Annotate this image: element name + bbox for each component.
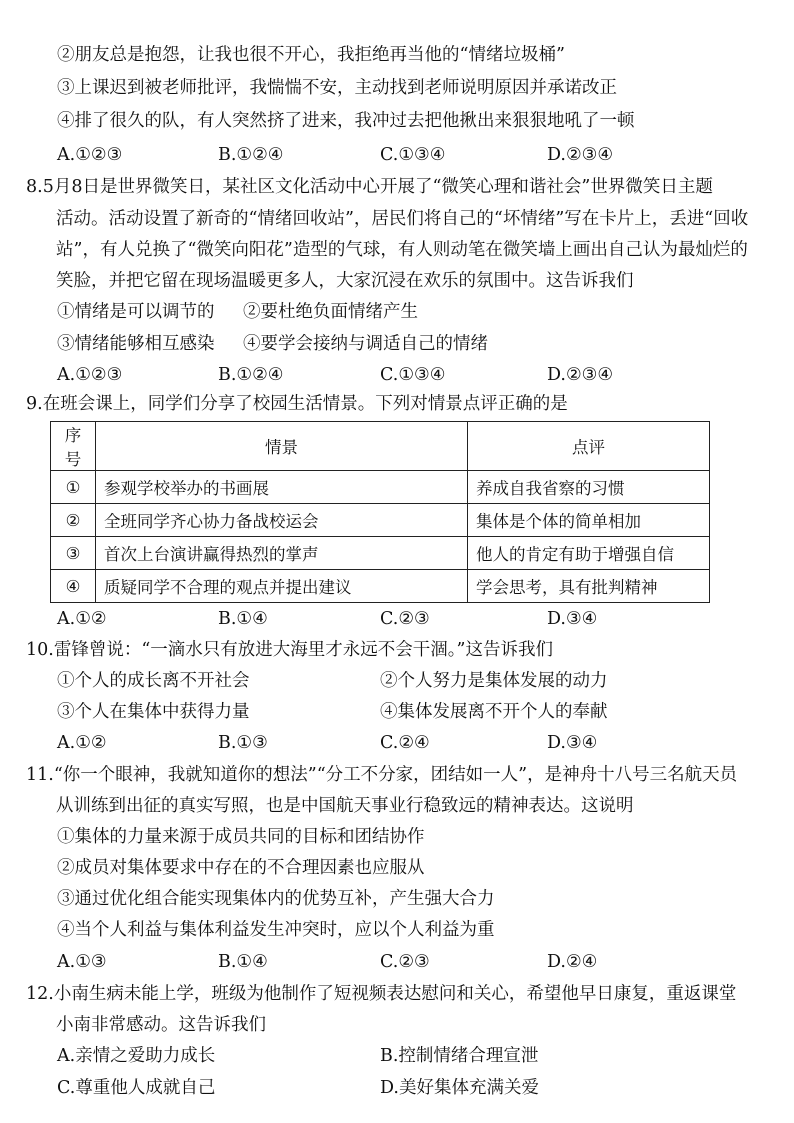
q11-item-2: ②成员对集体要求中存在的不合理因素也应服从 xyxy=(57,858,425,878)
q7-option-d: D.②③④ xyxy=(547,145,614,165)
table-cell-scene: 全班同学齐心协力备战校运会 xyxy=(96,504,468,537)
q12-stem-line-2: 小南非常感动。这告诉我们 xyxy=(56,1015,266,1035)
table-cell-no: ③ xyxy=(51,537,96,570)
q10-stem: 10.雷锋曾说：“一滴水只有放进大海里才永远不会干涸。”这告诉我们 xyxy=(26,640,553,660)
q10-item-3: ③个人在集体中获得力量 xyxy=(57,702,250,722)
table-cell-comment: 养成自我省察的习惯 xyxy=(468,471,710,504)
q8-item-1: ①情绪是可以调节的 xyxy=(57,302,215,322)
q11-stem-line-1: 11.“你一个眼神，我就知道你的想法”“分工不分家，团结如一人”，是神舟十八号三名航天员 xyxy=(26,765,738,785)
q8-item-3: ③情绪能够相互感染 xyxy=(57,334,215,354)
q11-item-1: ①集体的力量来源于成员共同的目标和团结协作 xyxy=(57,827,425,847)
q11-stem-line-2: 从训练到出征的真实写照，也是中国航天事业行稳致远的精神表达。这说明 xyxy=(56,796,634,816)
q12-option-a: A.亲情之爱助力成长 xyxy=(57,1046,216,1066)
table-cell-scene: 参观学校举办的书画展 xyxy=(96,471,468,504)
q9-stem: 9.在班会课上，同学们分享了校园生活情景。下列对情景点评正确的是 xyxy=(26,394,568,414)
q12-option-d: D.美好集体充满关爱 xyxy=(380,1078,539,1098)
q12-option-c: C.尊重他人成就自己 xyxy=(57,1078,216,1098)
table-cell-comment: 集体是个体的简单相加 xyxy=(468,504,710,537)
table-header-no: 序号 xyxy=(51,422,96,471)
q10-item-1: ①个人的成长离不开社会 xyxy=(57,671,250,691)
q8-stem-line-3: 站”，有人兑换了“微笑向阳花”造型的气球，有人则动笔在微笑墙上画出自己认为最灿烂的 xyxy=(56,240,748,260)
q10-option-c: C.②④ xyxy=(380,733,430,753)
q11-option-c: C.②③ xyxy=(380,952,430,972)
table-cell-scene: 首次上台演讲赢得热烈的掌声 xyxy=(96,537,468,570)
q9-option-d: D.③④ xyxy=(547,609,598,629)
q11-item-4: ④当个人利益与集体利益发生冲突时，应以个人利益为重 xyxy=(57,920,495,940)
q8-item-2: ②要杜绝负面情绪产生 xyxy=(243,302,418,322)
q11-option-b: B.①④ xyxy=(218,952,268,972)
q7-item-3: ③上课迟到被老师批评，我惴惴不安，主动找到老师说明原因并承诺改正 xyxy=(57,78,617,98)
q7-option-a: A.①②③ xyxy=(57,145,123,165)
table-cell-comment: 他人的肯定有助于增强自信 xyxy=(468,537,710,570)
table-row xyxy=(51,570,710,603)
table-cell-no: ④ xyxy=(51,570,96,603)
table-cell-comment: 学会思考，具有批判精神 xyxy=(468,570,710,603)
table-row xyxy=(51,471,710,504)
q10-option-a: A.①② xyxy=(57,733,107,753)
q7-option-c: C.①③④ xyxy=(380,145,446,165)
q8-stem-line-1: 8.5月8日是世界微笑日，某社区文化活动中心开展了“微笑心理和谐社会”世界微笑日主题 xyxy=(26,177,713,197)
q8-item-4: ④要学会接纳与调适自己的情绪 xyxy=(243,334,488,354)
q8-option-c: C.①③④ xyxy=(380,365,446,385)
q9-option-a: A.①② xyxy=(57,609,107,629)
q10-item-2: ②个人努力是集体发展的动力 xyxy=(380,671,608,691)
q8-option-a: A.①②③ xyxy=(57,365,123,385)
q7-item-2: ②朋友总是抱怨，让我也很不开心，我拒绝再当他的“情绪垃圾桶” xyxy=(57,45,565,65)
table-cell-no: ② xyxy=(51,504,96,537)
q11-option-d: D.②④ xyxy=(547,952,598,972)
q11-option-a: A.①③ xyxy=(57,952,107,972)
q8-option-d: D.②③④ xyxy=(547,365,614,385)
q10-option-d: D.③④ xyxy=(547,733,598,753)
table-cell-no: ① xyxy=(51,471,96,504)
table-header-scene: 情景 xyxy=(96,422,468,471)
q10-option-b: B.①③ xyxy=(218,733,268,753)
table-header-comment: 点评 xyxy=(468,422,710,471)
q7-item-4: ④排了很久的队，有人突然挤了进来，我冲过去把他揪出来狠狠地吼了一顿 xyxy=(57,111,635,131)
q12-stem-line-1: 12.小南生病未能上学，班级为他制作了短视频表达慰问和关心，希望他早日康复，重返课堂 xyxy=(26,984,737,1004)
table-row xyxy=(51,537,710,570)
q11-item-3: ③通过优化组合能实现集体内的优势互补，产生强大合力 xyxy=(57,889,495,909)
table-header-row xyxy=(51,422,710,471)
q12-option-b: B.控制情绪合理宣泄 xyxy=(380,1046,539,1066)
q9-table xyxy=(50,421,710,603)
table-row xyxy=(51,504,710,537)
q7-option-b: B.①②④ xyxy=(218,145,284,165)
q8-stem-line-4: 笑脸，并把它留在现场温暖更多人，大家沉浸在欢乐的氛围中。这告诉我们 xyxy=(56,271,634,291)
q8-option-b: B.①②④ xyxy=(218,365,284,385)
q10-item-4: ④集体发展离不开个人的奉献 xyxy=(380,702,608,722)
q8-stem-line-2: 活动。活动设置了新奇的“情绪回收站”，居民们将自己的“坏情绪”写在卡片上，丢进“回收 xyxy=(56,209,749,229)
q9-option-c: C.②③ xyxy=(380,609,430,629)
q9-option-b: B.①④ xyxy=(218,609,268,629)
table-cell-scene: 质疑同学不合理的观点并提出建议 xyxy=(96,570,468,603)
